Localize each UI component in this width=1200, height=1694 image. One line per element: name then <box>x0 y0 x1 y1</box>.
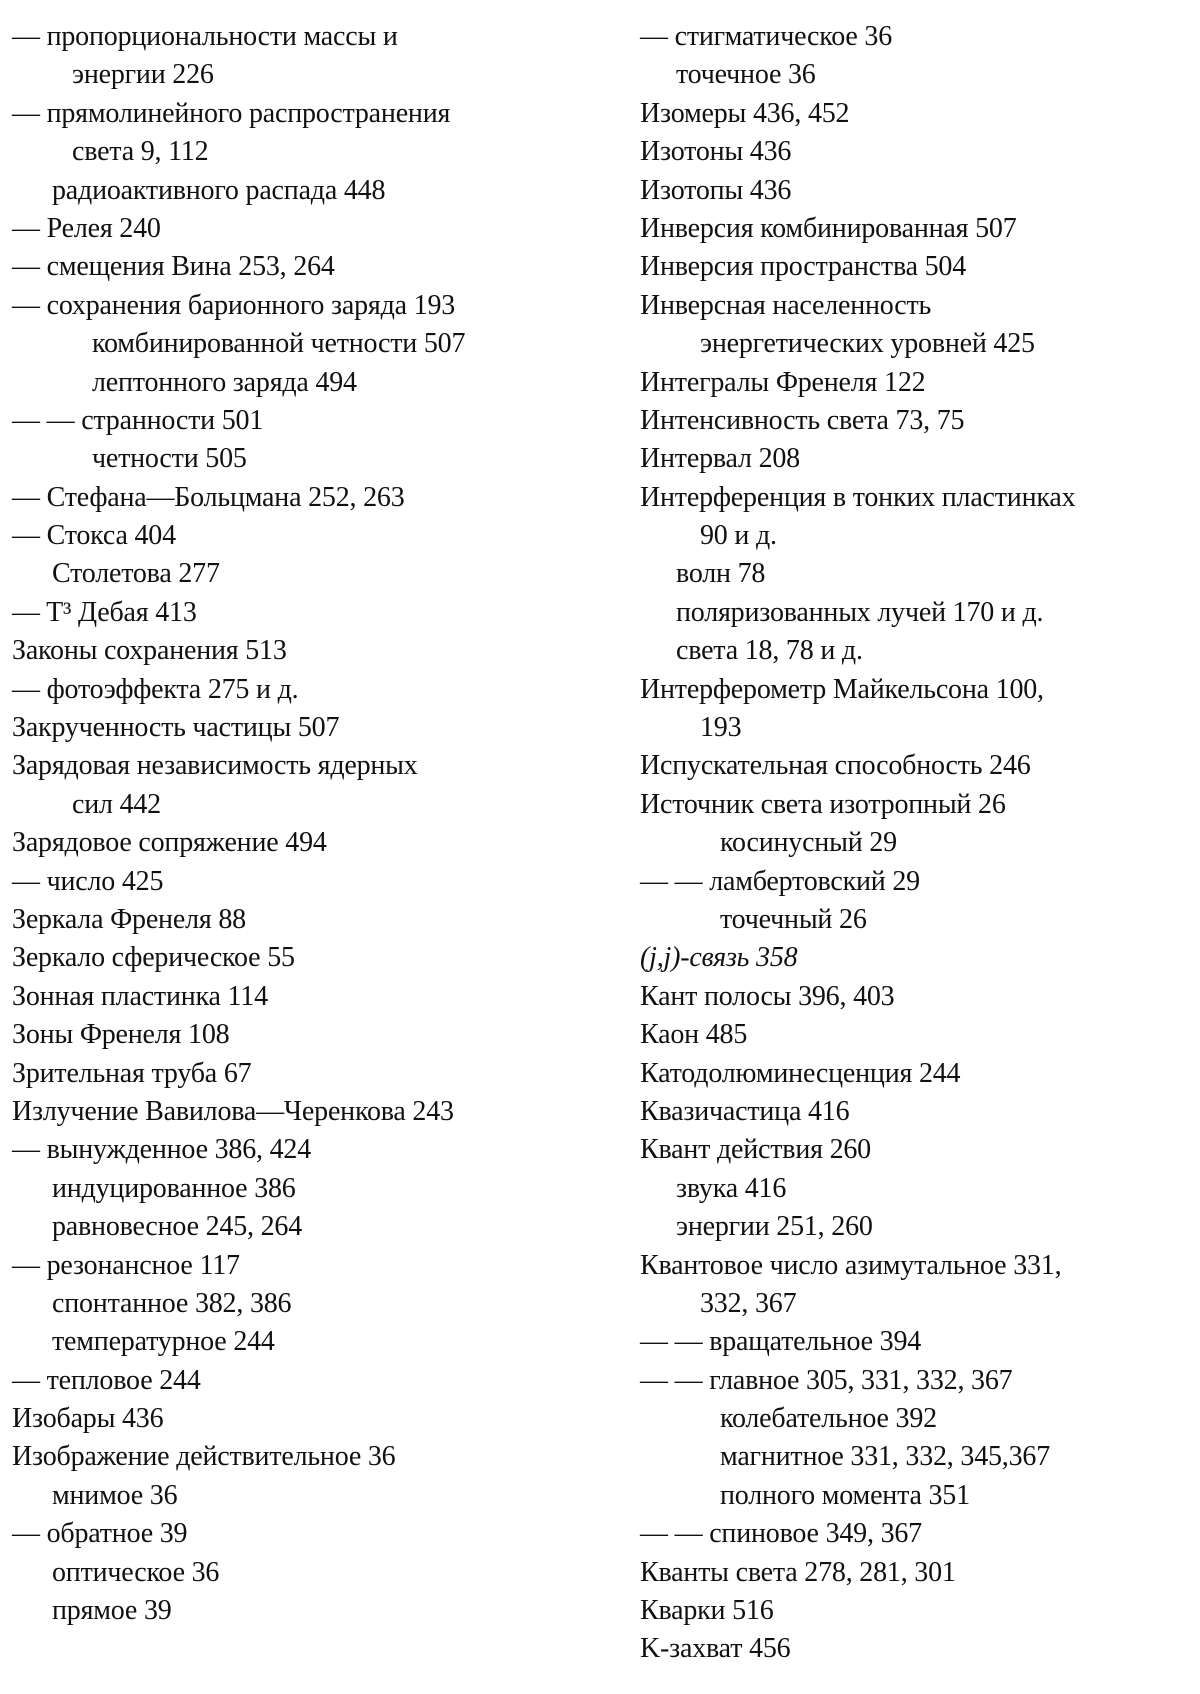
index-entry: — — ламбертовский 29 <box>640 865 920 897</box>
index-entry: Зрительная труба 67 <box>12 1057 252 1089</box>
index-entry: Излучение Вавилова—Черенкова 243 <box>12 1095 454 1127</box>
index-entry: Интенсивность света 73, 75 <box>640 404 965 436</box>
index-entry: Закрученность частицы 507 <box>12 712 340 744</box>
index-entry: магнитное 331, 332, 345,367 <box>720 1441 1050 1473</box>
index-entry: — вынужденное 386, 424 <box>12 1134 312 1166</box>
index-entry: Инверсная населенность <box>640 289 932 321</box>
index-entry: четности 505 <box>92 443 247 475</box>
index-entry: Инверсия пространства 504 <box>640 251 967 283</box>
index-entry: K-захват 456 <box>640 1633 791 1665</box>
index-entry: спонтанное 382, 386 <box>52 1287 292 1319</box>
index-entry: косинусный 29 <box>720 827 897 859</box>
index-entry: оптическое 36 <box>52 1556 220 1588</box>
index-entry: комбинированной четности 507 <box>92 328 466 360</box>
index-entry: Законы сохранения 513 <box>12 635 287 667</box>
index-column-left <box>12 18 612 1630</box>
index-entry: 90 и д. <box>700 520 777 552</box>
index-entry: энергии 226 <box>72 59 214 91</box>
index-entry: поляризованных лучей 170 и д. <box>676 596 1044 628</box>
index-entry: Столетова 277 <box>52 558 220 590</box>
index-entry: Изотоны 436 <box>640 136 792 168</box>
index-entry: 332, 367 <box>700 1287 797 1319</box>
index-entry: энергетических уровней 425 <box>700 328 1035 360</box>
index-entry: — прямолинейного распространения <box>12 97 451 129</box>
index-entry: Зоны Френеля 108 <box>12 1019 230 1051</box>
index-entry: — сохранения барионного заряда 193 <box>12 289 456 321</box>
index-entry: Кант полосы 396, 403 <box>640 980 895 1012</box>
index-entry: точечный 26 <box>720 903 867 935</box>
index-entry: — фотоэффекта 275 и д. <box>12 673 299 705</box>
index-entry: — обратное 39 <box>12 1518 188 1550</box>
index-entry: — число 425 <box>12 865 164 897</box>
index-entry: Квант действия 260 <box>640 1134 871 1166</box>
index-entry: Каон 485 <box>640 1019 748 1051</box>
index-entry: полного момента 351 <box>720 1479 970 1511</box>
index-entry: — Стефана—Больцмана 252, 263 <box>12 481 405 513</box>
index-entry: мнимое 36 <box>52 1479 178 1511</box>
index-entry: Зарядовая независимость ядерных <box>12 750 418 782</box>
index-entry: — — вращательное 394 <box>640 1326 922 1358</box>
index-entry: Квазичастица 416 <box>640 1095 850 1127</box>
index-entry: Кванты света 278, 281, 301 <box>640 1556 956 1588</box>
index-column-right <box>640 18 1200 1669</box>
index-entry: Изображение действительное 36 <box>12 1441 396 1473</box>
index-entry: — — странности 501 <box>12 404 264 436</box>
index-entry: Катодолюминесценция 244 <box>640 1057 961 1089</box>
index-entry: прямое 39 <box>52 1595 172 1627</box>
index-entry: 193 <box>700 712 742 744</box>
index-entry: Интервал 208 <box>640 443 800 475</box>
index-entry: Кварки 516 <box>640 1595 774 1627</box>
index-entry: звука 416 <box>676 1172 787 1204</box>
index-entry: Интерференция в тонких пластинках <box>640 481 1076 513</box>
index-entry: Изомеры 436, 452 <box>640 97 850 129</box>
index-entry: Инверсия комбинированная 507 <box>640 212 1017 244</box>
index-entry: — — главное 305, 331, 332, 367 <box>640 1364 1013 1396</box>
index-entry: радиоактивного распада 448 <box>52 174 386 206</box>
index-entry: света 18, 78 и д. <box>676 635 863 667</box>
index-entry: Источник света изотропный 26 <box>640 788 1006 820</box>
index-entry: — T³ Дебая 413 <box>12 596 197 628</box>
index-entry: Интегралы Френеля 122 <box>640 366 926 398</box>
index-entry: Квантовое число азимутальное 331, <box>640 1249 1062 1281</box>
index-entry: лептонного заряда 494 <box>92 366 357 398</box>
index-entry: — тепловое 244 <box>12 1364 201 1396</box>
index-entry: Изотопы 436 <box>640 174 792 206</box>
index-entry: — пропорциональности массы и <box>12 21 398 52</box>
index-entry: Зарядовое сопряжение 494 <box>12 827 327 859</box>
index-entry: Интерферометр Майкельсона 100, <box>640 673 1044 705</box>
index-entry: Зонная пластинка 114 <box>12 980 268 1012</box>
index-entry: сил 442 <box>72 788 161 820</box>
index-entry: Зеркала Френеля 88 <box>12 903 246 935</box>
index-entry: энергии 251, 260 <box>676 1211 873 1243</box>
index-entry: колебательное 392 <box>720 1403 937 1435</box>
index-entry: — резонансное 117 <box>12 1249 240 1281</box>
index-entry: — — спиновое 349, 367 <box>640 1518 922 1550</box>
index-entry: Изобары 436 <box>12 1403 164 1435</box>
index-entry: равновесное 245, 264 <box>52 1211 302 1243</box>
index-entry: света 9, 112 <box>72 136 209 168</box>
index-entry: волн 78 <box>676 558 766 590</box>
index-entry: — Стокса 404 <box>12 520 176 552</box>
index-entry: — Релея 240 <box>12 212 161 244</box>
index-entry: Зеркало сферическое 55 <box>12 942 295 974</box>
index-entry: температурное 244 <box>52 1326 275 1358</box>
index-entry: (j,j)-связь 358 <box>640 942 798 974</box>
index-entry: точечное 36 <box>676 59 816 91</box>
index-entry: — стигматическое 36 <box>640 21 893 52</box>
index-entry: индуцированное 386 <box>52 1172 296 1204</box>
index-entry: Испускательная способность 246 <box>640 750 1031 782</box>
index-entry: — смещения Вина 253, 264 <box>12 251 335 283</box>
